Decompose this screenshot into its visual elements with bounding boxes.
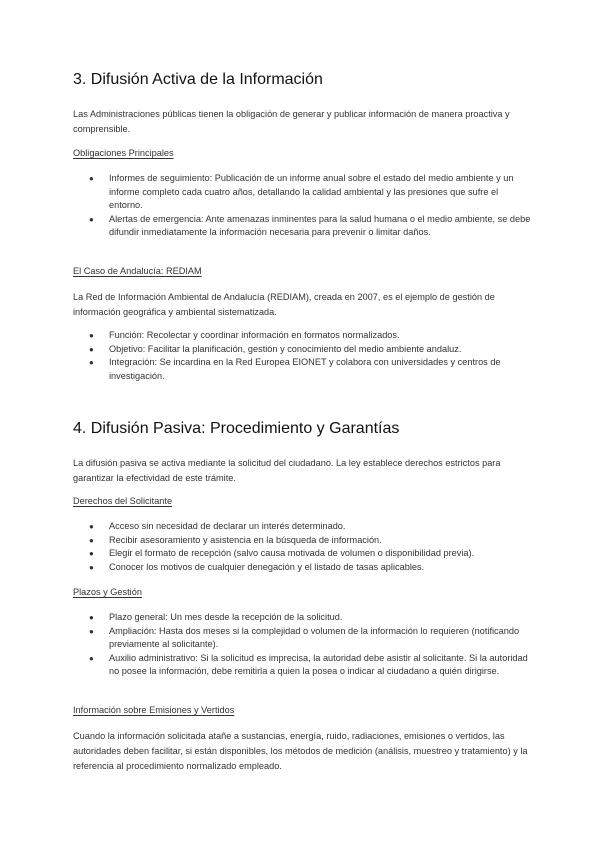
- rediam-intro: La Red de Información Ambiental de Andalucía (REDIAM), creada en 2007, es el ejemplo de gestión de información geográfica y ambiental sistematizada.: [73, 292, 495, 317]
- list-item-text: Alertas de emergencia: Ante amenazas inminentes para la salud humana o el medio ambiente, se debe difundir inmediatamente la información necesaria para prevenir o limitar daños.: [109, 213, 531, 237]
- bullet-icon: ●: [89, 214, 94, 224]
- list-item-text: Función: Recolectar y coordinar información en formatos normalizados.: [109, 330, 400, 340]
- derechos-heading: Derechos del Solicitante: [73, 496, 173, 506]
- list-item: [73, 561, 533, 575]
- emisiones-heading: Información sobre Emisiones y Vertidos: [73, 705, 235, 715]
- bullet-icon: ●: [89, 535, 94, 545]
- list-item: [73, 547, 533, 561]
- list-item: [73, 652, 533, 679]
- list-item-text: Objetivo: Facilitar la planificación, gestión y conocimiento del medio ambiente andaluz.: [109, 343, 462, 354]
- list-item-text: Acceso sin necesidad de declarar un interés determinado.: [109, 521, 346, 531]
- list-item: [73, 534, 533, 548]
- obligaciones-heading: Obligaciones Principales: [73, 148, 174, 158]
- rediam-heading: El Caso de Andalucía: REDIAM: [73, 266, 202, 276]
- plazos-heading: Plazos y Gestión: [73, 587, 142, 597]
- list-item: [73, 172, 533, 213]
- list-item: [73, 520, 533, 534]
- bullet-icon: ●: [89, 562, 94, 572]
- list-item: [73, 625, 533, 652]
- bullet-icon: ●: [89, 358, 94, 367]
- bullet-icon: ●: [89, 331, 94, 340]
- bullet-icon: ●: [89, 344, 94, 354]
- list-item-text: Recibir asesoramiento y asistencia en la búsqueda de información.: [109, 534, 382, 545]
- list-item-text: Auxilio administrativo: Si la solicitud es imprecisa, la autoridad debe asistir al solicitante. Si la autoridad no posee la información, debe remitirla a quien la posea o indicar al ciudadano a quién dirigirse.: [109, 652, 528, 676]
- list-item-text: Integración: Se incardina en la Red Europea EIONET y colabora con universidades y centros de investigación.: [109, 357, 501, 381]
- list-item: [73, 611, 533, 625]
- bullet-icon: ●: [89, 174, 94, 183]
- list-item: [73, 356, 533, 383]
- section-4-title: 4. Difusión Pasiva: Procedimiento y Garantías: [73, 420, 400, 437]
- list-item-text: Plazo general: Un mes desde la recepción de la solicitud.: [109, 612, 343, 622]
- rediam-list: [73, 329, 533, 383]
- bullet-icon: ●: [89, 653, 94, 663]
- bullet-icon: ●: [89, 626, 94, 636]
- list-item-text: Informes de seguimiento: Publicación de un informe anual sobre el estado del medio ambiente y un informe completo cada cuatro años, detallando la calidad ambiental y las presiones que sufre el entorno.: [109, 173, 514, 210]
- section-4-intro: La difusión pasiva se activa mediante la solicitud del ciudadano. La ley establece derechos estrictos para garantizar la efectividad de este trámite.: [73, 458, 501, 483]
- obligaciones-list: [73, 172, 533, 240]
- derechos-list: [73, 520, 533, 574]
- list-item-text: Elegir el formato de recepción (salvo causa motivada de volumen o disponibilidad previa).: [109, 548, 475, 558]
- bullet-icon: ●: [89, 613, 94, 622]
- bullet-icon: ●: [89, 522, 94, 531]
- list-item: [73, 343, 533, 357]
- plazos-list: [73, 611, 533, 679]
- section-3-intro: Las Administraciones públicas tienen la obligación de generar y publicar información de manera proactiva y comprensible.: [73, 109, 510, 134]
- list-item: [73, 213, 533, 240]
- section-3-title: 3. Difusión Activa de la Información: [73, 71, 323, 88]
- emisiones-text: Cuando la información solicitada atañe a sustancias, energía, ruido, radiaciones, emisiones o vertidos, las autoridades deben facilitar, si están disponibles, los métodos de medición (análisis, muestreo y tratamiento) y la referencia al procedimiento normalizado empleado.: [73, 731, 528, 771]
- list-item-text: Ampliación: Hasta dos meses si la complejidad o volumen de la información lo requieren (notificando previamente al solicitante).: [109, 625, 520, 649]
- list-item-text: Conocer los motivos de cualquier denegación y el listado de tasas aplicables.: [109, 561, 425, 572]
- bullet-icon: ●: [89, 549, 94, 558]
- list-item: [73, 329, 533, 343]
